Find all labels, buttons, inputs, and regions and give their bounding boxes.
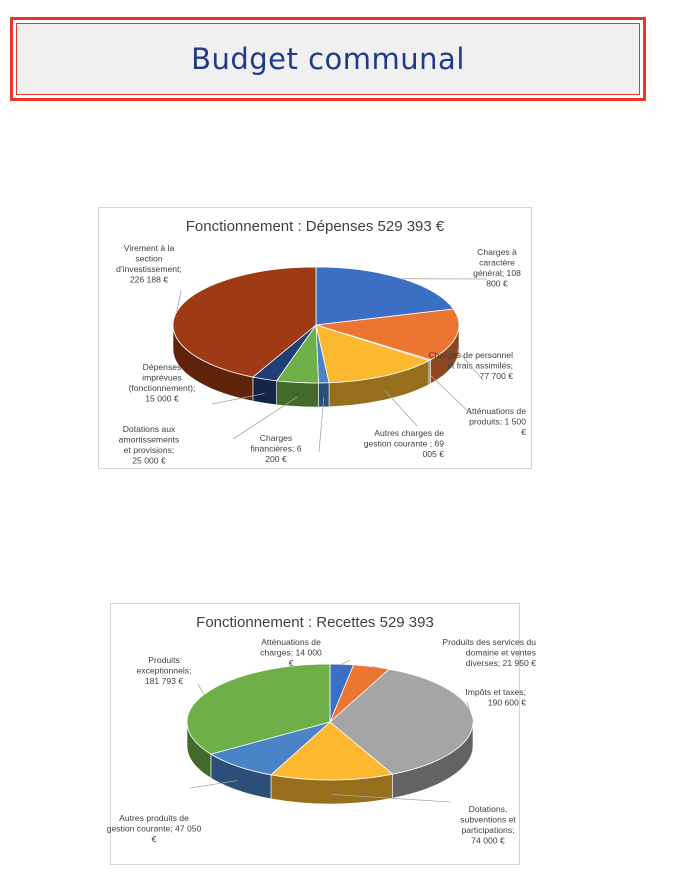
slice-label-0: Atténuations de charges; 14 000 € — [260, 637, 322, 668]
slice-label-4: Charges financières; 6 200 € — [250, 433, 302, 464]
slice-label-1: Charges de personnel et frais assimilés; 77 700 € — [428, 350, 513, 381]
pie-slice-side-4 — [319, 383, 330, 407]
page-title: Budget communal — [191, 42, 465, 76]
title-banner-inner — [16, 23, 640, 95]
slice-label-4: Autres produits de gestion courante; 47 050 € — [106, 813, 202, 844]
slice-label-3: Autres charges de gestion courante ; 69 005 € — [363, 428, 444, 459]
chart-svg — [106, 604, 536, 864]
slice-label-2: Atténuations de produits; 1 500 € — [466, 406, 526, 437]
slice-label-3: Dotations, subventions et participations; 74 000 € — [460, 804, 516, 846]
slice-label-7: Virement à la section d'investissement; 226 188 € — [116, 243, 182, 285]
slice-label-2: Impôts et taxes; 190 600 € — [465, 687, 526, 708]
expenses-pie-chart — [98, 207, 532, 469]
revenues-pie-chart — [106, 603, 536, 865]
leader-line-0 — [342, 660, 350, 664]
chart-title: Fonctionnement : Recettes 529 393 — [196, 614, 434, 631]
chart-title: Fonctionnement : Dépenses 529 393 € — [185, 218, 445, 235]
pie-slice-side-6 — [253, 377, 277, 405]
leader-line-2 — [430, 375, 471, 414]
slice-label-0: Charges à caractère général; 108 800 € — [473, 247, 521, 289]
leader-line-5 — [198, 684, 204, 695]
slice-label-1: Produits des services du domaine et ventes diverses; 21 950 € — [442, 637, 536, 668]
chart-svg — [99, 208, 531, 468]
title-banner — [10, 17, 646, 101]
slice-label-5: Dotations aux amortissements et provisions; 25 000 € — [118, 424, 180, 466]
slice-label-6: Dépenses imprévues (fonctionnement); 15 000 € — [128, 362, 196, 404]
pie-slice-side-5 — [277, 381, 319, 407]
slice-label-5: Produits exceptionnels; 181 793 € — [136, 655, 192, 686]
